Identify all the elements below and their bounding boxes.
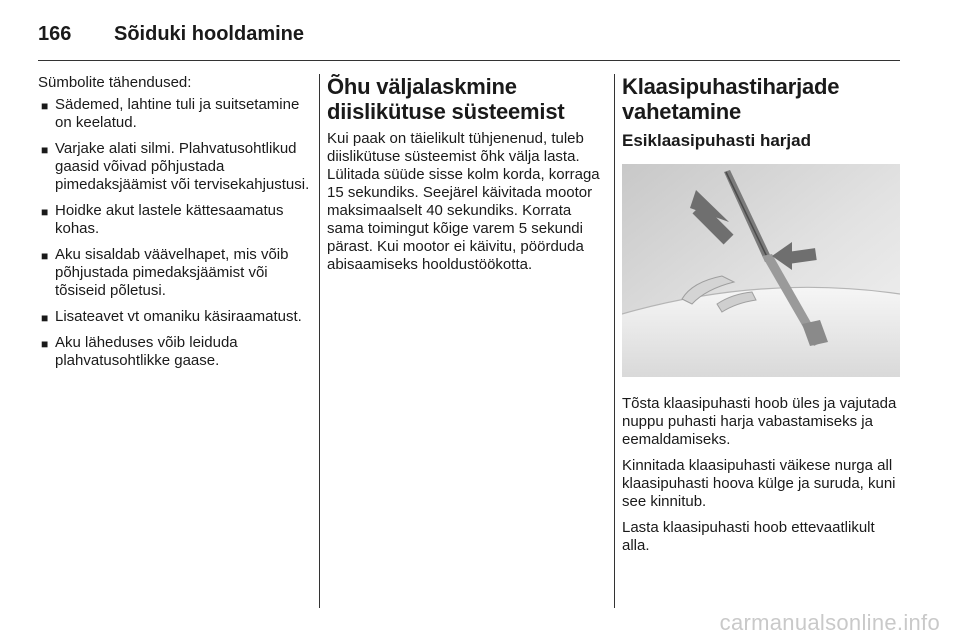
page-header (38, 16, 304, 52)
list-item-text: Lisateavet vt omaniku käsiraamatust. (55, 308, 302, 325)
list-item-text: Varjake alati silmi. Plahvatusohtlikud gaasid võivad põhjustada pimedaksjäämist või tervisekahjustusi. (55, 140, 310, 193)
list-item (38, 96, 310, 132)
column-symbols (38, 74, 310, 378)
list-item (38, 140, 310, 194)
list-item (38, 246, 310, 300)
bullet-icon: ■ (41, 205, 49, 219)
bullet-icon: ■ (41, 337, 49, 351)
column-divider-left (319, 74, 320, 608)
list-item (38, 334, 310, 370)
wiper-step-text: Lasta klaasipuhasti hoob ettevaatlikult alla. (622, 519, 875, 554)
section-heading-diesel: Õhu väljalaskmine diislikütuse süsteemist (327, 74, 565, 124)
section-heading-wiper: Klaasipuhastiharjade vahetamine (622, 74, 840, 124)
list-item-text: Aku läheduses võib leiduda plahvatusohtlikke gaase. (55, 334, 238, 369)
diesel-body-text: Kui paak on täielikult tühjenenud, tuleb diislikütuse süsteemist õhk välja lasta. Lülitada süüde sisse kolm korda, korraga 15 sekundiks. Seejärel käivitada mootor maksimaalselt 40 sekundiks. Korrata sama toimingut kõige varem 5 sekundi pärast. Kui mootor ei käivitu, pöörduda abisaamiseks hooldustöökotta. (327, 130, 600, 273)
bullet-icon: ■ (41, 311, 49, 325)
list-item (38, 202, 310, 238)
bullet-icon: ■ (41, 99, 49, 113)
watermark: carmanualsonline.info (719, 610, 940, 635)
column-diesel-bleeding (327, 74, 605, 282)
bullet-icon: ■ (41, 249, 49, 263)
list-item-text: Aku sisaldab väävelhapet, mis võib põhjustada pimedaksjäämist või tõsiseid põletusi. (55, 246, 289, 299)
page-number: 166 (38, 22, 72, 45)
column-wiper-blades (622, 74, 904, 563)
column-divider-right (614, 74, 615, 608)
list-item-text: Hoidke akut lastele kättesaamatus kohas. (55, 202, 284, 237)
symbols-lead: Sümbolite tähendused: (38, 74, 192, 91)
subheading-windshield-wiper: Esiklaasipuhasti harjad (622, 131, 811, 150)
bullet-icon: ■ (41, 143, 49, 157)
header-divider (38, 60, 900, 61)
wiper-step-text: Kinnitada klaasipuhasti väikese nurga all klaasipuhasti hoova külge ja suruda, kuni see kinnitub. (622, 457, 896, 510)
list-item (38, 308, 310, 326)
wiper-step-text: Tõsta klaasipuhasti hoob üles ja vajutada nuppu puhasti harja vabastamiseks ja eemaldamiseks. (622, 395, 897, 448)
wiper-blade-illustration (622, 164, 900, 377)
page-title: Sõiduki hooldamine (114, 22, 305, 45)
symbol-list (38, 96, 310, 370)
list-item-text: Sädemed, lahtine tuli ja suitsetamine on keelatud. (55, 96, 300, 131)
